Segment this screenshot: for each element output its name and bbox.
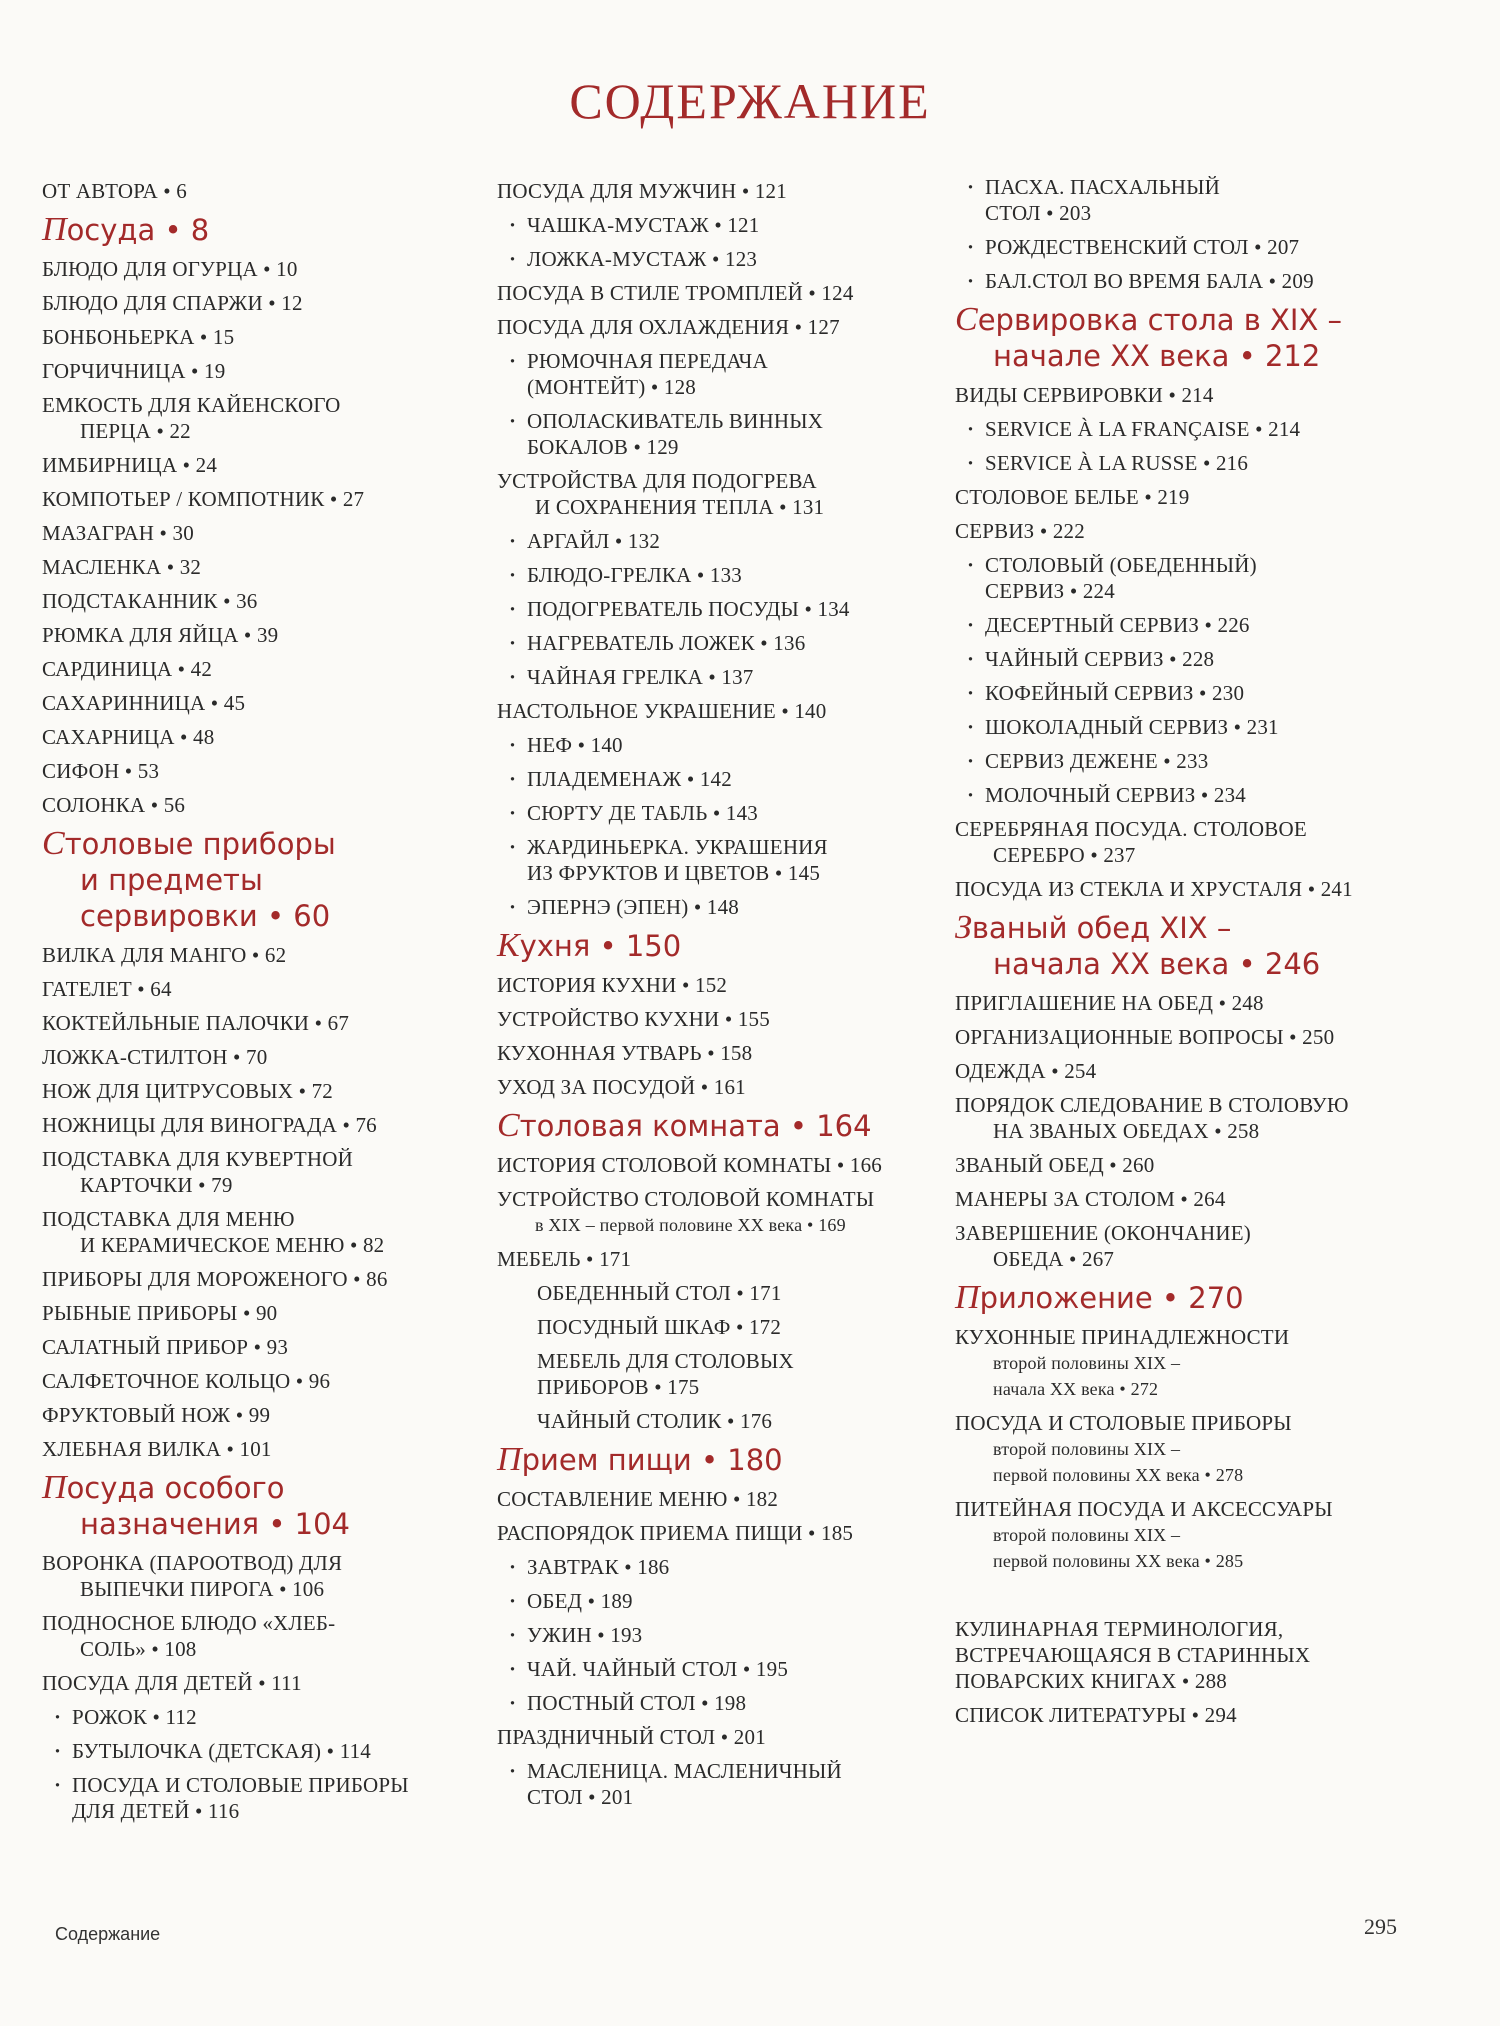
toc-line: ВЫПЕЧКИ ПИРОГА • 106 bbox=[80, 1577, 325, 1601]
toc-line: ОРГАНИЗАЦИОННЫЕ ВОПРОСЫ • 250 bbox=[955, 1025, 1335, 1049]
toc-line: УХОД ЗА ПОСУДОЙ • 161 bbox=[497, 1075, 746, 1099]
toc-subentry bbox=[497, 766, 967, 792]
section-rest: ервировка стола в XIX – bbox=[977, 303, 1343, 337]
section-rest: осуда особого bbox=[66, 1471, 285, 1505]
toc-entry bbox=[42, 486, 502, 512]
toc-line: СТОЛ • 203 bbox=[985, 201, 1092, 225]
toc-entry bbox=[497, 1040, 967, 1066]
toc-line: ЗАВТРАК • 186 bbox=[527, 1555, 670, 1579]
toc-line: ПОСУДА ДЛЯ ДЕТЕЙ • 111 bbox=[42, 1671, 302, 1695]
toc-line: САРДИНИЦА • 42 bbox=[42, 657, 213, 681]
toc-line: ЗАВЕРШЕНИЕ (ОКОНЧАНИЕ) bbox=[955, 1221, 1251, 1245]
toc-subentry bbox=[497, 408, 967, 460]
toc-subentry bbox=[497, 1588, 967, 1614]
toc-line: ОДЕЖДА • 254 bbox=[955, 1059, 1097, 1083]
toc-line: НА ЗВАНЫХ ОБЕДАХ • 258 bbox=[993, 1119, 1260, 1143]
toc-entry bbox=[497, 468, 967, 520]
toc-entry bbox=[42, 622, 502, 648]
toc-line: ЕМКОСТЬ ДЛЯ КАЙЕНСКОГО bbox=[42, 393, 341, 417]
toc-line: сервировки • 60 bbox=[80, 899, 331, 933]
toc-line: в XIX – первой половине XX века • 169 bbox=[535, 1215, 846, 1235]
toc-section-heading bbox=[497, 1108, 967, 1144]
toc-entry bbox=[497, 1348, 967, 1400]
section-initial: П bbox=[955, 1279, 980, 1316]
toc-line bbox=[497, 1109, 872, 1143]
toc-line: ПРИБОРЫ ДЛЯ МОРОЖЕНОГО • 86 bbox=[42, 1267, 388, 1291]
toc-line: МАЗАГРАН • 30 bbox=[42, 521, 194, 545]
toc-line: первой половины XX века • 285 bbox=[993, 1551, 1244, 1571]
toc-subentry bbox=[955, 268, 1475, 294]
toc-line bbox=[42, 1471, 285, 1505]
toc-subentry bbox=[497, 664, 967, 690]
toc-line: второй половины XIX – bbox=[993, 1439, 1181, 1459]
toc-line: КУХОННАЯ УТВАРЬ • 158 bbox=[497, 1041, 753, 1065]
toc-entry bbox=[497, 1074, 967, 1100]
toc-line: ДЛЯ ДЕТЕЙ • 116 bbox=[72, 1799, 240, 1823]
toc-line: ОБЕДА • 267 bbox=[993, 1247, 1115, 1271]
toc-entry bbox=[497, 280, 967, 306]
toc-line: МЕБЕЛЬ ДЛЯ СТОЛОВЫХ bbox=[537, 1349, 794, 1373]
section-rest: ваный обед XIX – bbox=[971, 911, 1232, 945]
toc-entry bbox=[42, 1334, 502, 1360]
toc-entry bbox=[497, 1246, 967, 1272]
toc-line: РОЖОК • 112 bbox=[72, 1705, 197, 1729]
toc-entry bbox=[42, 290, 502, 316]
section-rest: толовая комната • 164 bbox=[519, 1109, 872, 1143]
toc-line: РАСПОРЯДОК ПРИЕМА ПИЩИ • 185 bbox=[497, 1521, 854, 1545]
toc-line: ПАСХА. ПАСХАЛЬНЫЙ bbox=[985, 175, 1221, 199]
toc-entry bbox=[497, 1152, 967, 1178]
toc-line: ИЗ ФРУКТОВ И ЦВЕТОВ • 145 bbox=[527, 861, 821, 885]
toc-line: и предметы bbox=[80, 863, 263, 897]
toc-line: ПОСУДА И СТОЛОВЫЕ ПРИБОРЫ bbox=[72, 1773, 409, 1797]
toc-line: КОКТЕЙЛЬНЫЕ ПАЛОЧКИ • 67 bbox=[42, 1011, 350, 1035]
toc-line: ДЕСЕРТНЫЙ СЕРВИЗ • 226 bbox=[985, 613, 1250, 637]
toc-entry bbox=[955, 484, 1475, 510]
toc-line: ОТ АВТОРА • 6 bbox=[42, 179, 187, 203]
toc-subentry bbox=[955, 552, 1475, 604]
toc-entry bbox=[955, 1616, 1475, 1694]
toc-subentry bbox=[497, 246, 967, 272]
toc-line: ИСТОРИЯ КУХНИ • 152 bbox=[497, 973, 728, 997]
toc-line bbox=[42, 827, 336, 861]
toc-subentry bbox=[497, 562, 967, 588]
toc-line: SERVICE À LA RUSSE • 216 bbox=[985, 451, 1249, 475]
toc-entry bbox=[955, 1058, 1475, 1084]
toc-line: КОМПОТЬЕР / КОМПОТНИК • 27 bbox=[42, 487, 365, 511]
toc-section-heading bbox=[955, 302, 1475, 374]
toc-line: СТОЛОВОЕ БЕЛЬЕ • 219 bbox=[955, 485, 1190, 509]
toc-subentry bbox=[497, 1690, 967, 1716]
toc-entry bbox=[42, 324, 502, 350]
toc-line: САЛАТНЫЙ ПРИБОР • 93 bbox=[42, 1335, 289, 1359]
toc-entry bbox=[955, 1152, 1475, 1178]
toc-line: ЛОЖКА-МУСТАЖ • 123 bbox=[527, 247, 758, 271]
toc-line: ИСТОРИЯ СТОЛОВОЙ КОМНАТЫ • 166 bbox=[497, 1153, 882, 1177]
toc-entry bbox=[42, 1368, 502, 1394]
toc-entry bbox=[497, 1520, 967, 1546]
toc-line: ЭПЕРНЭ (ЭПЕН) • 148 bbox=[527, 895, 739, 919]
toc-line: ПЕРЦА • 22 bbox=[80, 419, 191, 443]
toc-line: ПОДСТАВКА ДЛЯ КУВЕРТНОЙ bbox=[42, 1147, 353, 1171]
toc-line: БЛЮДО-ГРЕЛКА • 133 bbox=[527, 563, 743, 587]
section-initial: П bbox=[42, 1469, 67, 1506]
toc-line: ШОКОЛАДНЫЙ СЕРВИЗ • 231 bbox=[985, 715, 1279, 739]
toc-entry bbox=[955, 382, 1475, 408]
toc-line: АРГАЙЛ • 132 bbox=[527, 529, 661, 553]
section-rest: ухня • 150 bbox=[519, 929, 682, 963]
toc-entry bbox=[42, 1044, 502, 1070]
toc-entry bbox=[42, 1670, 502, 1696]
toc-subentry bbox=[497, 894, 967, 920]
toc-subentry bbox=[497, 212, 967, 238]
toc-line: СЮРТУ ДЕ ТАБЛЬ • 143 bbox=[527, 801, 759, 825]
toc-entry bbox=[42, 1436, 502, 1462]
toc-line: ПОСТНЫЙ СТОЛ • 198 bbox=[527, 1691, 747, 1715]
spacer bbox=[955, 1582, 1475, 1616]
toc-line: НАГРЕВАТЕЛЬ ЛОЖЕК • 136 bbox=[527, 631, 806, 655]
toc-entry bbox=[42, 976, 502, 1002]
footer-section-label: Содержание bbox=[55, 1924, 161, 1944]
toc-entry bbox=[42, 656, 502, 682]
toc-entry bbox=[42, 942, 502, 968]
toc-line: НОЖ ДЛЯ ЦИТРУСОВЫХ • 72 bbox=[42, 1079, 333, 1103]
toc-entry bbox=[42, 588, 502, 614]
toc-entry bbox=[42, 1266, 502, 1292]
toc-entry bbox=[955, 990, 1475, 1016]
toc-subentry bbox=[497, 834, 967, 886]
toc-line: ЗВАНЫЙ ОБЕД • 260 bbox=[955, 1153, 1155, 1177]
toc-entry bbox=[42, 256, 502, 282]
toc-entry bbox=[42, 1610, 502, 1662]
toc-line: ПОДСТАВКА ДЛЯ МЕНЮ bbox=[42, 1207, 295, 1231]
toc-line: ПОСУДА И СТОЛОВЫЕ ПРИБОРЫ bbox=[955, 1411, 1292, 1435]
toc-line bbox=[42, 213, 209, 247]
toc-subentry bbox=[497, 732, 967, 758]
toc-section-heading bbox=[42, 826, 502, 934]
toc-line: ЧАЙНЫЙ СЕРВИЗ • 228 bbox=[985, 647, 1215, 671]
toc-line: ПИТЕЙНАЯ ПОСУДА И АКСЕССУАРЫ bbox=[955, 1497, 1333, 1521]
toc-line: КОФЕЙНЫЙ СЕРВИЗ • 230 bbox=[985, 681, 1245, 705]
toc-entry bbox=[42, 1402, 502, 1428]
toc-entry bbox=[497, 1006, 967, 1032]
toc-line: ПОСУДА ДЛЯ МУЖЧИН • 121 bbox=[497, 179, 787, 203]
toc-line: ВСТРЕЧАЮЩАЯСЯ В СТАРИННЫХ bbox=[955, 1643, 1311, 1667]
toc-line: ПРАЗДНИЧНЫЙ СТОЛ • 201 bbox=[497, 1725, 766, 1749]
toc-subentry bbox=[497, 630, 967, 656]
toc-entry bbox=[42, 792, 502, 818]
toc-subentry bbox=[955, 748, 1475, 774]
toc-column-2 bbox=[497, 178, 967, 1818]
toc-entry bbox=[955, 1410, 1475, 1488]
toc-line: СЕРЕБРЯНАЯ ПОСУДА. СТОЛОВОЕ bbox=[955, 817, 1307, 841]
page-title: СОДЕРЖАНИЕ bbox=[569, 73, 931, 129]
section-rest: осуда • 8 bbox=[66, 213, 210, 247]
toc-subentry bbox=[955, 450, 1475, 476]
toc-line: МАНЕРЫ ЗА СТОЛОМ • 264 bbox=[955, 1187, 1226, 1211]
toc-line: НАСТОЛЬНОЕ УКРАШЕНИЕ • 140 bbox=[497, 699, 827, 723]
toc-subentry bbox=[42, 1704, 502, 1730]
toc-entry bbox=[42, 1010, 502, 1036]
toc-subentry bbox=[497, 528, 967, 554]
toc-line: СИФОН • 53 bbox=[42, 759, 160, 783]
toc-line: СЕРВИЗ • 222 bbox=[955, 519, 1085, 543]
toc-entry bbox=[42, 358, 502, 384]
toc-line: ПОРЯДОК СЛЕДОВАНИЕ В СТОЛОВУЮ bbox=[955, 1093, 1349, 1117]
toc-entry bbox=[42, 452, 502, 478]
toc-line: назначения • 104 bbox=[80, 1507, 351, 1541]
toc-line: ХЛЕБНАЯ ВИЛКА • 101 bbox=[42, 1437, 272, 1461]
toc-section-heading bbox=[42, 212, 502, 248]
toc-line: МАСЛЕНКА • 32 bbox=[42, 555, 202, 579]
toc-line: МАСЛЕНИЦА. МАСЛЕНИЧНЫЙ bbox=[527, 1759, 842, 1783]
toc-subentry bbox=[497, 800, 967, 826]
toc-line: МОЛОЧНЫЙ СЕРВИЗ • 234 bbox=[985, 783, 1246, 807]
toc-line: БОКАЛОВ • 129 bbox=[527, 435, 679, 459]
toc-line: БАЛ.СТОЛ ВО ВРЕМЯ БАЛА • 209 bbox=[985, 269, 1314, 293]
toc-line: РЮМОЧНАЯ ПЕРЕДАЧА bbox=[527, 349, 768, 373]
toc-line: начала XX века • 246 bbox=[993, 947, 1321, 981]
toc-line: ПОДНОСНОЕ БЛЮДО «ХЛЕБ- bbox=[42, 1611, 336, 1635]
toc-subentry bbox=[42, 1738, 502, 1764]
toc-entry bbox=[955, 518, 1475, 544]
toc-entry bbox=[42, 392, 502, 444]
toc-line: И СОХРАНЕНИЯ ТЕПЛА • 131 bbox=[535, 495, 825, 519]
toc-line: СОСТАВЛЕНИЕ МЕНЮ • 182 bbox=[497, 1487, 779, 1511]
toc-line: ОБЕДЕННЫЙ СТОЛ • 171 bbox=[537, 1281, 782, 1305]
toc-entry bbox=[42, 520, 502, 546]
toc-line: УСТРОЙСТВО КУХНИ • 155 bbox=[497, 1007, 770, 1031]
toc-line: начала XX века • 272 bbox=[993, 1379, 1159, 1399]
toc-line: УСТРОЙСТВО СТОЛОВОЙ КОМНАТЫ bbox=[497, 1187, 875, 1211]
toc-line: второй половины XIX – bbox=[993, 1353, 1181, 1373]
toc-subentry bbox=[497, 596, 967, 622]
toc-entry bbox=[42, 724, 502, 750]
toc-line: РЮМКА ДЛЯ ЯЙЦА • 39 bbox=[42, 623, 279, 647]
toc-line bbox=[497, 929, 681, 963]
toc-entry bbox=[42, 1206, 502, 1258]
toc-entry bbox=[497, 1186, 967, 1238]
toc-subentry bbox=[955, 612, 1475, 638]
toc-entry bbox=[955, 1496, 1475, 1574]
toc-entry bbox=[955, 1186, 1475, 1212]
toc-entry bbox=[497, 1280, 967, 1306]
toc-line: БУТЫЛОЧКА (ДЕТСКАЯ) • 114 bbox=[72, 1739, 372, 1763]
toc-line: МЕБЕЛЬ • 171 bbox=[497, 1247, 632, 1271]
toc-entry bbox=[42, 1146, 502, 1198]
toc-line: ЧАЙНЫЙ СТОЛИК • 176 bbox=[537, 1409, 773, 1433]
toc-line: ПОВАРСКИХ КНИГАХ • 288 bbox=[955, 1669, 1227, 1693]
toc-line: САХАРНИЦА • 48 bbox=[42, 725, 215, 749]
toc-line: КУХОННЫЕ ПРИНАДЛЕЖНОСТИ bbox=[955, 1325, 1290, 1349]
toc-line: И КЕРАМИЧЕСКОЕ МЕНЮ • 82 bbox=[80, 1233, 385, 1257]
toc-line: начале XX века • 212 bbox=[993, 339, 1321, 373]
toc-entry bbox=[42, 758, 502, 784]
section-initial: С bbox=[497, 1107, 520, 1144]
toc-entry bbox=[42, 1550, 502, 1602]
toc-subentry bbox=[955, 646, 1475, 672]
toc-line: ГОРЧИЧНИЦА • 19 bbox=[42, 359, 226, 383]
toc-line: второй половины XIX – bbox=[993, 1525, 1181, 1545]
toc-subentry bbox=[955, 680, 1475, 706]
toc-subentry bbox=[42, 1772, 502, 1824]
toc-entry bbox=[42, 1300, 502, 1326]
toc-line: ВОРОНКА (ПАРООТВОД) ДЛЯ bbox=[42, 1551, 343, 1575]
toc-subentry bbox=[497, 1622, 967, 1648]
toc-line: САХАРИННИЦА • 45 bbox=[42, 691, 246, 715]
toc-line: ПОСУДА ДЛЯ ОХЛАЖДЕНИЯ • 127 bbox=[497, 315, 840, 339]
toc-line: СЕРЕБРО • 237 bbox=[993, 843, 1136, 867]
toc-section-heading bbox=[497, 928, 967, 964]
toc-line: СОЛЬ» • 108 bbox=[80, 1637, 197, 1661]
page-number: 295 bbox=[1364, 1914, 1397, 1939]
toc-entry bbox=[955, 876, 1475, 902]
toc-line: ПРИГЛАШЕНИЕ НА ОБЕД • 248 bbox=[955, 991, 1264, 1015]
toc-entry bbox=[42, 554, 502, 580]
toc-line: ОПОЛАСКИВАТЕЛЬ ВИННЫХ bbox=[527, 409, 824, 433]
toc-line: SERVICE À LA FRANÇAISE • 214 bbox=[985, 417, 1301, 441]
toc-line bbox=[955, 911, 1231, 945]
toc-line: УСТРОЙСТВА ДЛЯ ПОДОГРЕВА bbox=[497, 469, 817, 493]
toc-section-heading bbox=[42, 1470, 502, 1542]
toc-subentry bbox=[497, 1656, 967, 1682]
toc-line: (МОНТЕЙТ) • 128 bbox=[527, 375, 696, 399]
toc-line: СТОЛ • 201 bbox=[527, 1785, 634, 1809]
toc-line: ПОДОГРЕВАТЕЛЬ ПОСУДЫ • 134 bbox=[527, 597, 850, 621]
toc-line: ПРИБОРОВ • 175 bbox=[537, 1375, 700, 1399]
toc-line: ГАТЕЛЕТ • 64 bbox=[42, 977, 172, 1001]
toc-line: САЛФЕТОЧНОЕ КОЛЬЦО • 96 bbox=[42, 1369, 331, 1393]
section-rest: риложение • 270 bbox=[979, 1281, 1244, 1315]
section-initial: С bbox=[955, 301, 978, 338]
toc-line: ЛОЖКА-СТИЛТОН • 70 bbox=[42, 1045, 268, 1069]
toc-line: КАРТОЧКИ • 79 bbox=[80, 1173, 233, 1197]
toc-line: ЖАРДИНЬЕРКА. УКРАШЕНИЯ bbox=[527, 835, 828, 859]
toc-entry bbox=[497, 1408, 967, 1434]
toc-line: ПОДСТАКАННИК • 36 bbox=[42, 589, 258, 613]
section-initial: К bbox=[497, 927, 520, 964]
toc-subentry bbox=[497, 1758, 967, 1810]
toc-subentry bbox=[955, 714, 1475, 740]
toc-line: ОБЕД • 189 bbox=[527, 1589, 633, 1613]
toc-line: ВИДЫ СЕРВИРОВКИ • 214 bbox=[955, 383, 1214, 407]
toc-line: БОНБОНЬЕРКА • 15 bbox=[42, 325, 235, 349]
toc-subentry bbox=[955, 174, 1475, 226]
toc-line bbox=[955, 303, 1342, 337]
toc-subentry bbox=[955, 234, 1475, 260]
toc-entry bbox=[42, 1112, 502, 1138]
toc-line: БЛЮДО ДЛЯ ОГУРЦА • 10 bbox=[42, 257, 298, 281]
toc-line: БЛЮДО ДЛЯ СПАРЖИ • 12 bbox=[42, 291, 303, 315]
toc-subentry bbox=[497, 1554, 967, 1580]
toc-line: ФРУКТОВЫЙ НОЖ • 99 bbox=[42, 1403, 271, 1427]
toc-section-heading bbox=[497, 1442, 967, 1478]
toc-line: СЕРВИЗ • 224 bbox=[985, 579, 1115, 603]
toc-line: СТОЛОВЫЙ (ОБЕДЕННЫЙ) bbox=[985, 553, 1257, 577]
toc-line: ПОСУДА ИЗ СТЕКЛА И ХРУСТАЛЯ • 241 bbox=[955, 877, 1353, 901]
toc-line: ЧАШКА-МУСТАЖ • 121 bbox=[527, 213, 760, 237]
toc-line bbox=[955, 1281, 1244, 1315]
toc-line: НЕФ • 140 bbox=[527, 733, 623, 757]
toc-section-heading bbox=[955, 910, 1475, 982]
toc-line: КУЛИНАРНАЯ ТЕРМИНОЛОГИЯ, bbox=[955, 1617, 1284, 1641]
toc-line: ЧАЙНАЯ ГРЕЛКА • 137 bbox=[527, 665, 754, 689]
toc-entry bbox=[497, 698, 967, 724]
section-initial: П bbox=[497, 1441, 522, 1478]
toc-entry bbox=[955, 1702, 1475, 1728]
toc-line: СЕРВИЗ ДЕЖЕНЕ • 233 bbox=[985, 749, 1209, 773]
toc-entry bbox=[955, 1092, 1475, 1144]
toc-line: РОЖДЕСТВЕНСКИЙ СТОЛ • 207 bbox=[985, 235, 1300, 259]
toc-subentry bbox=[497, 348, 967, 400]
toc-entry bbox=[42, 1078, 502, 1104]
toc-line: СОЛОНКА • 56 bbox=[42, 793, 186, 817]
toc-entry bbox=[955, 1024, 1475, 1050]
toc-entry bbox=[42, 690, 502, 716]
toc-section-heading bbox=[955, 1280, 1475, 1316]
toc-entry bbox=[955, 816, 1475, 868]
section-initial: С bbox=[42, 825, 65, 862]
section-initial: З bbox=[955, 909, 972, 946]
section-rest: рием пищи • 180 bbox=[521, 1443, 783, 1477]
toc-line: ПОСУДНЫЙ ШКАФ • 172 bbox=[537, 1315, 782, 1339]
toc-line: первой половины XX века • 278 bbox=[993, 1465, 1244, 1485]
toc-entry bbox=[955, 1220, 1475, 1272]
toc-line: СПИСОК ЛИТЕРАТУРЫ • 294 bbox=[955, 1703, 1237, 1727]
toc-entry bbox=[955, 1324, 1475, 1402]
toc-line: ВИЛКА ДЛЯ МАНГО • 62 bbox=[42, 943, 287, 967]
toc-line: РЫБНЫЕ ПРИБОРЫ • 90 bbox=[42, 1301, 278, 1325]
toc-line: ИМБИРНИЦА • 24 bbox=[42, 453, 218, 477]
toc-line: ПОСУДА В СТИЛЕ ТРОМПЛЕЙ • 124 bbox=[497, 281, 854, 305]
toc-entry bbox=[497, 1314, 967, 1340]
toc-entry bbox=[497, 1486, 967, 1512]
toc-line bbox=[497, 1443, 783, 1477]
toc-entry bbox=[497, 314, 967, 340]
section-rest: толовые приборы bbox=[64, 827, 336, 861]
toc-entry bbox=[497, 1724, 967, 1750]
toc-entry bbox=[497, 178, 967, 204]
toc-subentry bbox=[955, 782, 1475, 808]
toc-column-1 bbox=[42, 178, 502, 1832]
toc-line: УЖИН • 193 bbox=[527, 1623, 643, 1647]
toc-line: НОЖНИЦЫ ДЛЯ ВИНОГРАДА • 76 bbox=[42, 1113, 377, 1137]
toc-subentry bbox=[955, 416, 1475, 442]
section-initial: П bbox=[42, 211, 67, 248]
toc-line: ЧАЙ. ЧАЙНЫЙ СТОЛ • 195 bbox=[527, 1657, 789, 1681]
toc-entry bbox=[497, 972, 967, 998]
toc-entry bbox=[42, 178, 502, 204]
toc-line: ПЛАДЕМЕНАЖ • 142 bbox=[527, 767, 732, 791]
toc-column-3 bbox=[955, 174, 1475, 1736]
